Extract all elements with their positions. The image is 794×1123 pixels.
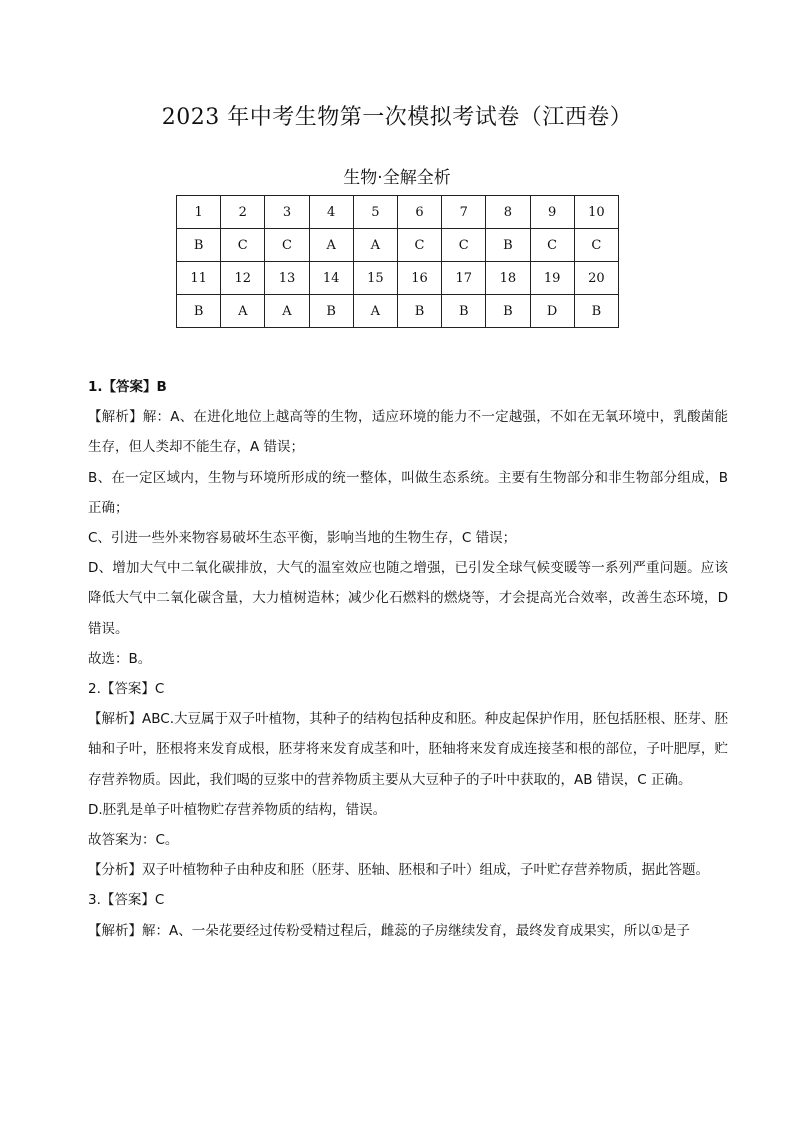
table-cell: 3 (265, 196, 309, 229)
table-cell: 19 (530, 262, 574, 295)
table-cell: 1 (177, 196, 221, 229)
table-cell: A (353, 295, 397, 328)
answer-explanations (88, 372, 728, 946)
table-cell: 5 (353, 196, 397, 229)
table-cell: C (221, 229, 265, 262)
table-cell: C (530, 229, 574, 262)
explanation-paragraph: 【解析】解：A、在进化地位上越高等的生物，适应环境的能力不一定越强，不如在无氧环境中，乳酸菌能生存，但人类却不能生存，A 错误； (88, 409, 728, 456)
table-cell: 9 (530, 196, 574, 229)
table-cell: 14 (309, 262, 353, 295)
table-cell: 13 (265, 262, 309, 295)
table-cell: B (486, 295, 530, 328)
table-cell: C (442, 229, 486, 262)
table-cell: A (353, 229, 397, 262)
table-cell: B (574, 295, 618, 328)
analysis-paragraph: 【分析】双子叶植物种子由种皮和胚（胚芽、胚轴、胚根和子叶）组成，子叶贮存营养物质，据此答题。 (88, 862, 709, 879)
explanation-paragraph: D、增加大气中二氧化碳排放，大气的温室效应也随之增强，已引发全球气候变暖等一系列严重问题。应该降低大气中二氧化碳含量，大力植树造林；减少化石燃料的燃烧等，才会提高光合效率，改善生态环境，D 错误。 (88, 560, 728, 637)
table-cell: B (177, 295, 221, 328)
explanation-paragraph: B、在一定区域内，生物与环境所形成的统一整体，叫做生态系统。主要有生物部分和非生物部分组成，B 正确； (88, 469, 728, 516)
table-cell: B (397, 295, 441, 328)
table-cell: C (397, 229, 441, 262)
table-cell: B (309, 295, 353, 328)
table-cell: 6 (397, 196, 441, 229)
table-cell: 11 (177, 262, 221, 295)
table-cell: A (221, 295, 265, 328)
table-cell: C (574, 229, 618, 262)
conclusion-line: 故答案为：C。 (88, 832, 179, 849)
answer-heading-1: 1.【答案】B (88, 379, 167, 395)
table-cell: A (265, 295, 309, 328)
explanation-paragraph: 【解析】解：A、一朵花要经过传粉受精过程后，雌蕊的子房继续发育，最终发育成果实，所以①是子 (88, 922, 690, 939)
table-cell: C (265, 229, 309, 262)
table-row (177, 262, 619, 295)
conclusion-line: 故选：B。 (88, 650, 152, 667)
table-row (177, 196, 619, 229)
table-cell: B (442, 295, 486, 328)
table-cell: 15 (353, 262, 397, 295)
explanation-paragraph: D.胚乳是单子叶植物贮存营养物质的结构，错误。 (88, 801, 387, 818)
table-cell: B (486, 229, 530, 262)
answer-table (176, 195, 619, 328)
table-cell: 16 (397, 262, 441, 295)
page-title: 2023 年中考生物第一次模拟考试卷（江西卷） (161, 105, 633, 130)
table-cell: 20 (574, 262, 618, 295)
explanation-paragraph: C、引进一些外来物容易破坏生态平衡，影响当地的生物生存，C 错误； (88, 530, 517, 547)
table-cell: 12 (221, 262, 265, 295)
explanation-paragraph: 【解析】ABC.大豆属于双子叶植物，其种子的结构包括种皮和胚。种皮起保护作用，胚包括胚根、胚芽、胚轴和子叶，胚根将来发育成根，胚芽将来发育成茎和叶，胚轴将来发育成连接茎和根的部位，子叶肥厚，贮存营养物质。因此，我们喝的豆浆中的营养物质主要从大豆种子的子叶中获取的，AB 错误，C 正确。 (88, 711, 728, 788)
table-cell: 8 (486, 196, 530, 229)
table-cell: 4 (309, 196, 353, 229)
table-row (177, 295, 619, 328)
table-cell: 7 (442, 196, 486, 229)
table-cell: 10 (574, 196, 618, 229)
page-subtitle: 生物·全解全析 (343, 168, 451, 188)
table-cell: 2 (221, 196, 265, 229)
table-row (177, 229, 619, 262)
table-cell: 17 (442, 262, 486, 295)
table-cell: A (309, 229, 353, 262)
answer-heading-2: 2.【答案】C (88, 681, 165, 698)
table-cell: 18 (486, 262, 530, 295)
answer-heading-3: 3.【答案】C (88, 892, 165, 909)
table-cell: D (530, 295, 574, 328)
table-cell: B (177, 229, 221, 262)
